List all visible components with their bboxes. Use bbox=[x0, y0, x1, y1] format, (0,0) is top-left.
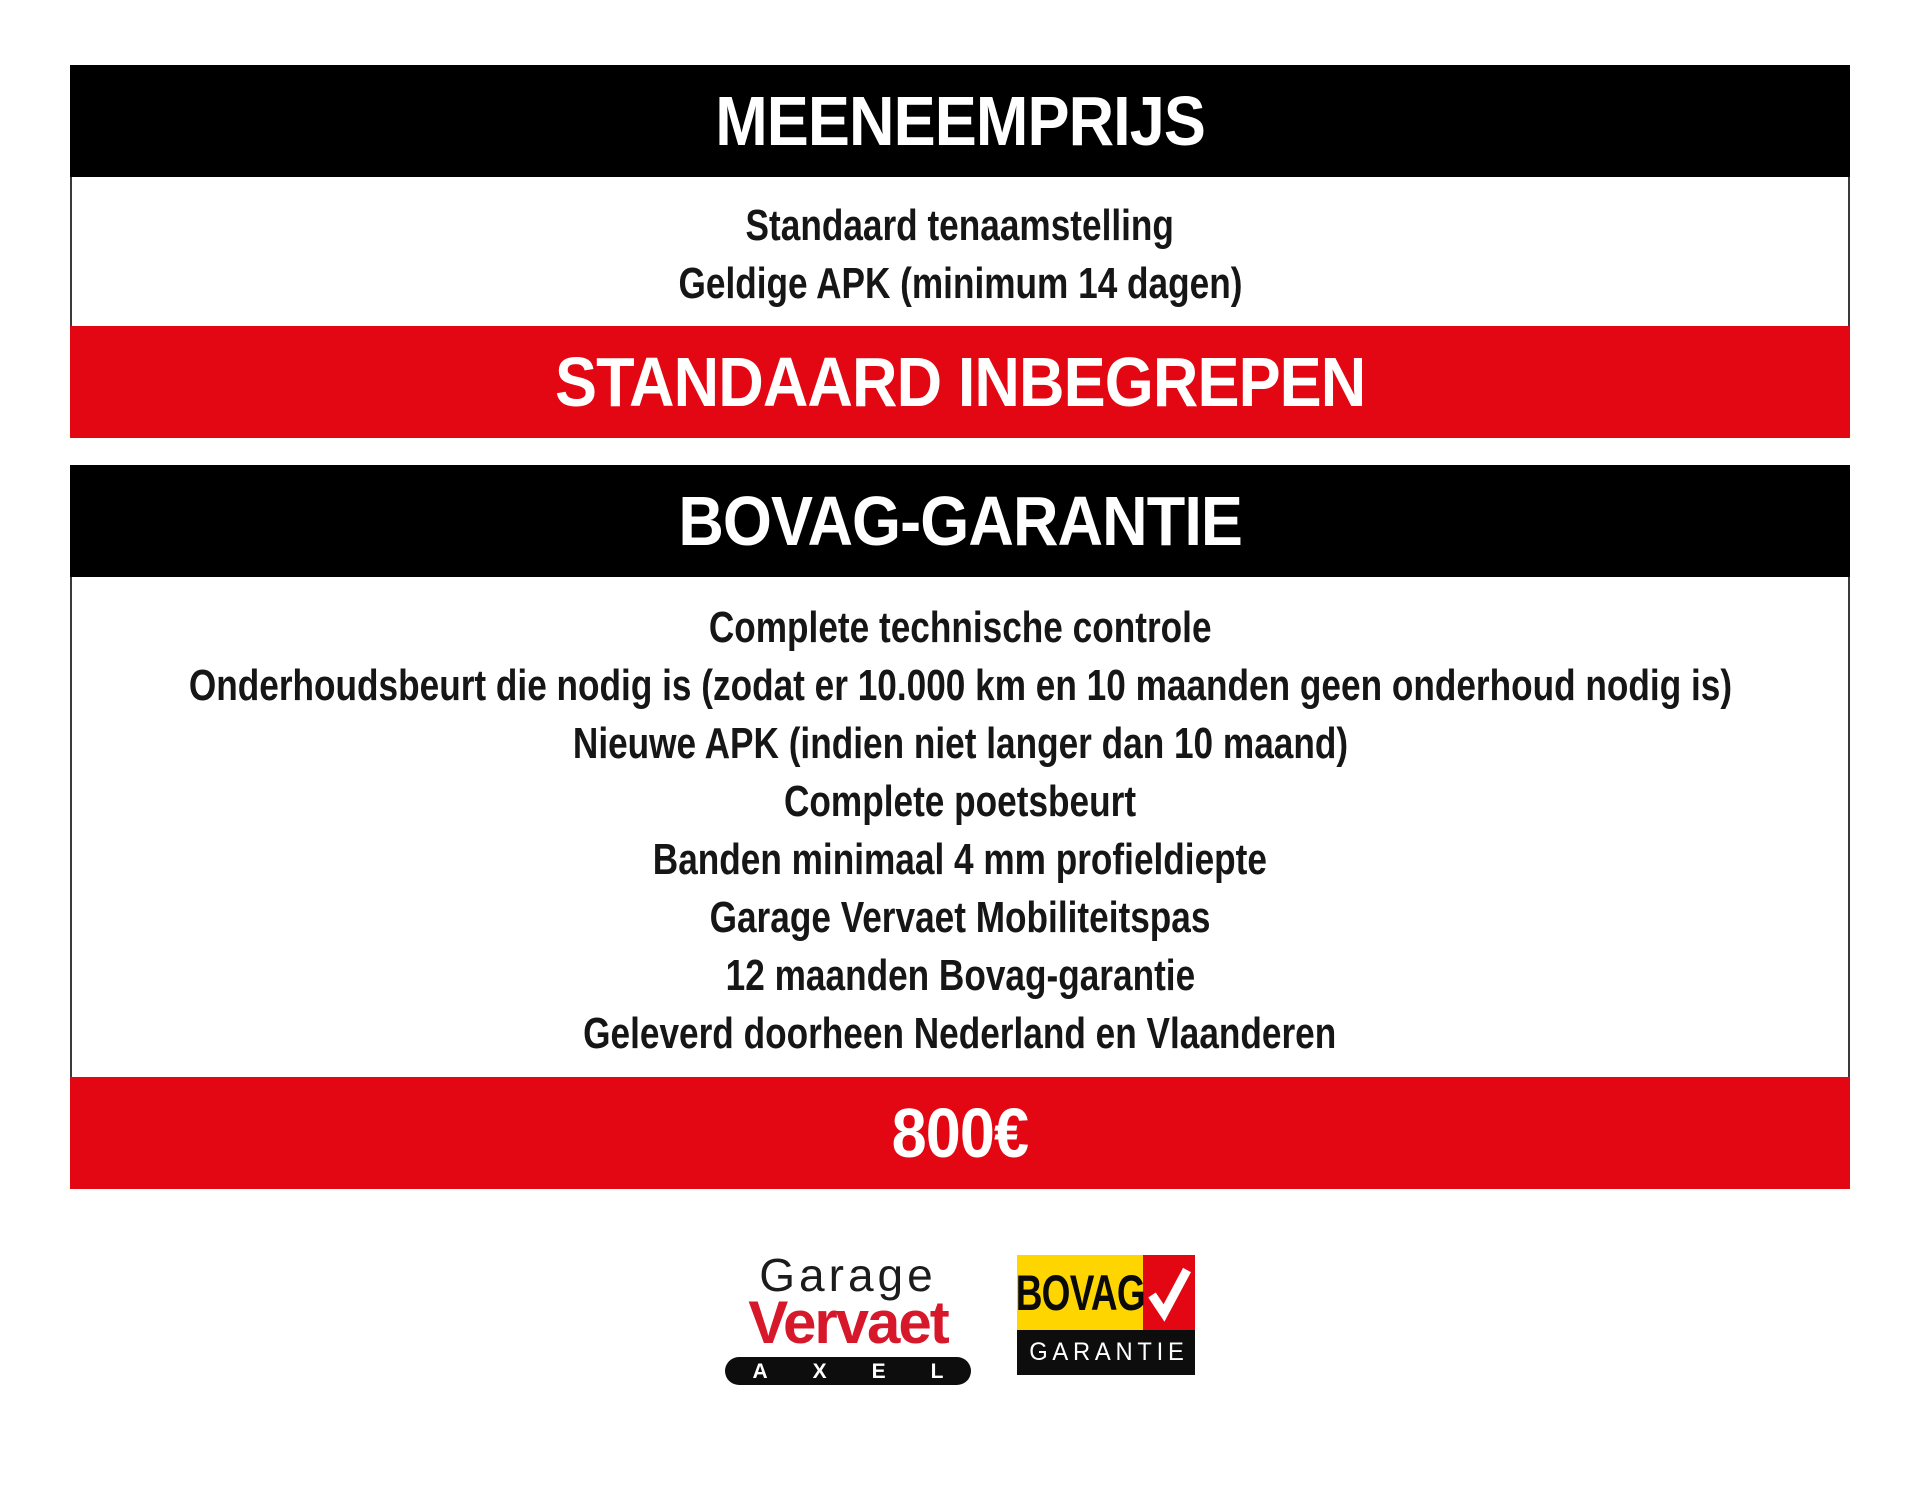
warranty-item-text: Complete poetsbeurt bbox=[783, 777, 1137, 826]
bovag-garantie-title: BOVAG-GARANTIE bbox=[678, 482, 1242, 560]
checkmark-icon bbox=[1143, 1255, 1195, 1330]
warranty-item-text: Complete technische controle bbox=[708, 603, 1212, 652]
warranty-item bbox=[72, 715, 1848, 773]
bovag-garantie-card bbox=[70, 465, 1850, 1189]
bovag-garantie-label-text: GARANTIE bbox=[1028, 1338, 1189, 1366]
bovag-logo-top bbox=[1017, 1255, 1195, 1330]
bovag-garantie-logo bbox=[1017, 1255, 1195, 1375]
price-text: 800€ bbox=[891, 1094, 1029, 1172]
warranty-item bbox=[72, 1005, 1848, 1063]
meeneemprijs-card bbox=[70, 65, 1850, 438]
warranty-item-text: Banden minimaal 4 mm profieldiepte bbox=[652, 835, 1268, 884]
meeneemprijs-header-bar bbox=[70, 65, 1850, 177]
warranty-item bbox=[72, 831, 1848, 889]
meeneemprijs-body bbox=[70, 177, 1850, 326]
standaard-inbegrepen-text: STANDAARD INBEGREPEN bbox=[554, 343, 1366, 421]
bovag-logo-text: BOVAG bbox=[1015, 1264, 1145, 1321]
meeneemprijs-item-text: Geldige APK (minimum 14 dagen) bbox=[678, 259, 1242, 308]
meeneemprijs-item bbox=[72, 255, 1848, 313]
garage-vervaet-logo-line1: Garage bbox=[759, 1249, 937, 1301]
meeneemprijs-item bbox=[72, 197, 1848, 255]
bovag-garantie-header-bar bbox=[70, 465, 1850, 577]
warranty-item-text: 12 maanden Bovag-garantie bbox=[725, 951, 1195, 1000]
garage-vervaet-axel-pill bbox=[725, 1357, 989, 1385]
meeneemprijs-item-text: Standaard tenaamstelling bbox=[745, 201, 1175, 250]
garage-vervaet-logo-line2: Vervaet bbox=[748, 1289, 948, 1356]
warranty-item bbox=[72, 773, 1848, 831]
warranty-item-text: Garage Vervaet Mobiliteitspas bbox=[709, 893, 1211, 942]
warranty-item-text: Onderhoudsbeurt die nodig is (zodat er 10.000 km en 10 maanden geen onderhoud nodig is) bbox=[188, 661, 1732, 710]
warranty-item-text: Nieuwe APK (indien niet langer dan 10 maand) bbox=[572, 719, 1348, 768]
warranty-item bbox=[72, 657, 1848, 715]
warranty-item bbox=[72, 599, 1848, 657]
warranty-item bbox=[72, 889, 1848, 947]
garage-vervaet-logo bbox=[725, 1249, 989, 1385]
bovag-garantie-body bbox=[70, 577, 1850, 1077]
garage-vervaet-axel-text: AXEL bbox=[752, 1359, 989, 1383]
bovag-logo-wordmark bbox=[1017, 1255, 1143, 1330]
dealer-poster bbox=[70, 65, 1850, 1383]
logos-row bbox=[70, 1249, 1850, 1383]
price-banner bbox=[70, 1077, 1850, 1189]
warranty-item-text: Geleverd doorheen Nederland en Vlaanderen bbox=[583, 1009, 1337, 1058]
standaard-inbegrepen-banner bbox=[70, 326, 1850, 438]
section-gap bbox=[70, 438, 1850, 465]
meeneemprijs-title: MEENEEMPRIJS bbox=[715, 82, 1205, 160]
bovag-garantie-label bbox=[1017, 1330, 1195, 1375]
warranty-item bbox=[72, 947, 1848, 1005]
